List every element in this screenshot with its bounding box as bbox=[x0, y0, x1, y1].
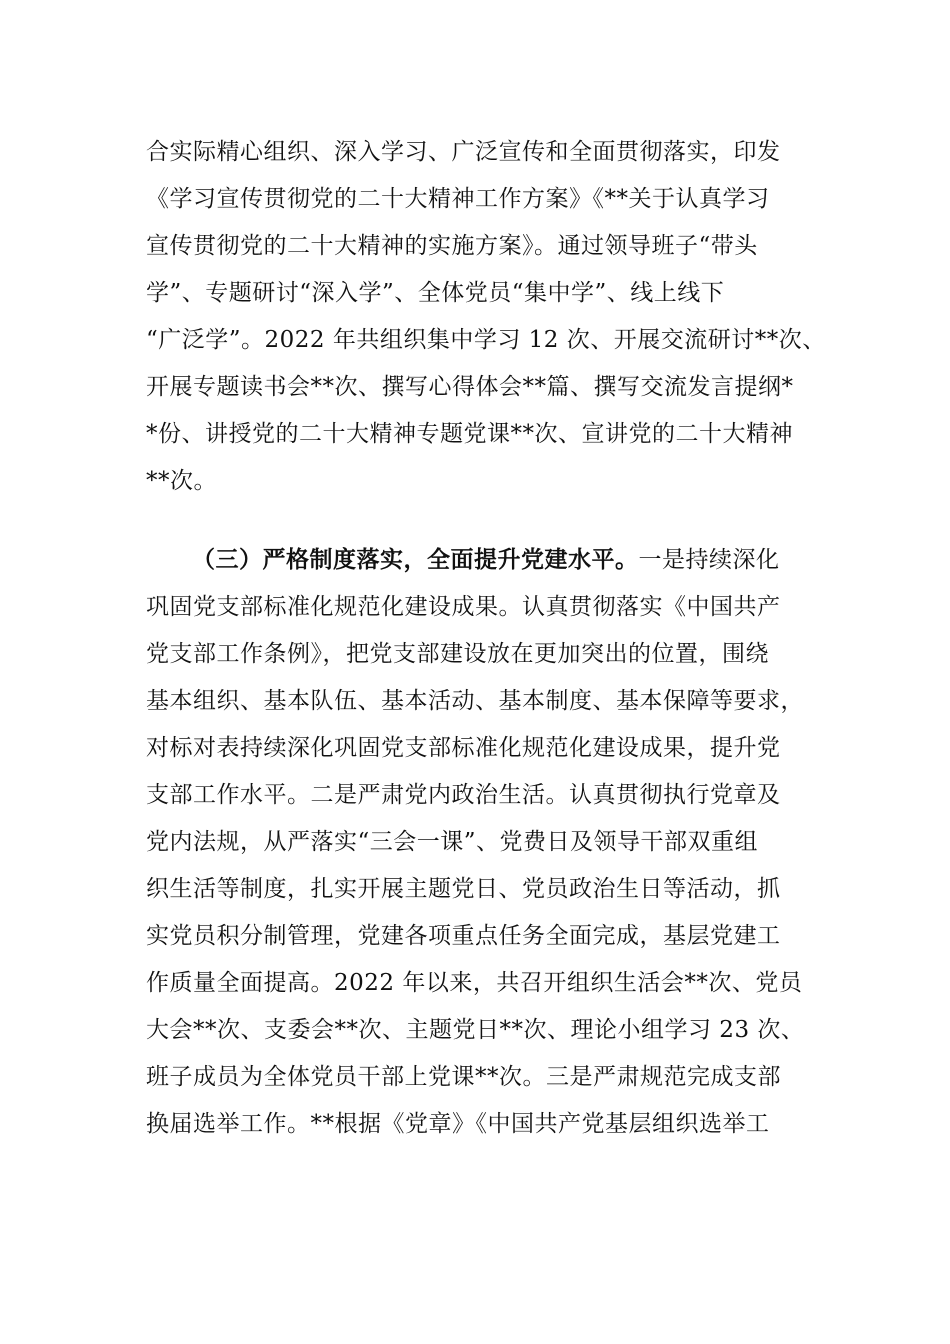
paragraph-line: 作质量全面提高。2022 年以来，共召开组织生活会**次、党员 bbox=[146, 970, 803, 996]
paragraph-line: 换届选举工作。**根据《党章》《中国共产党基层组织选举工 bbox=[146, 1111, 770, 1137]
paragraph-line: 对标对表持续深化巩固党支部标准化规范化建设成果，提升党 bbox=[146, 735, 781, 761]
paragraph-line: 学”、专题研讨“深入学”、全体党员“集中学”、线上线下 bbox=[146, 280, 725, 306]
section-heading-line bbox=[192, 545, 806, 575]
paragraph-line: 班子成员为全体党员干部上党课**次。三是严肃规范完成支部 bbox=[146, 1064, 781, 1090]
paragraph-line: 党支部工作条例》，把党支部建设放在更加突出的位置，围绕 bbox=[146, 641, 769, 667]
paragraph-line: 党内法规，从严落实“三会一课”、党费日及领导干部双重组 bbox=[146, 829, 759, 855]
paragraph-line: 开展专题读书会**次、撰写心得体会**篇、撰写交流发言提纲* bbox=[146, 374, 794, 400]
paragraph-line: 合实际精心组织、深入学习、广泛宣传和全面贯彻落实，印发 bbox=[146, 139, 781, 165]
section-heading: （三）严格制度落实，全面提升党建水平。 bbox=[192, 546, 639, 573]
paragraph-line: **次。 bbox=[146, 468, 217, 494]
paragraph-line: “广泛学”。2022 年共组织集中学习 12 次、开展交流研讨**次、 bbox=[146, 327, 826, 353]
paragraph-line: 基本组织、基本队伍、基本活动、基本制度、基本保障等要求， bbox=[146, 688, 804, 714]
paragraph-line: 《学习宣传贯彻党的二十大精神工作方案》《**关于认真学习 bbox=[146, 186, 770, 212]
paragraph-line: 支部工作水平。二是严肃党内政治生活。认真贯彻执行党章及 bbox=[146, 782, 781, 808]
paragraph-line: 宣传贯彻党的二十大精神的实施方案》。通过领导班子“带头 bbox=[146, 233, 758, 259]
paragraph-line: 织生活等制度，扎实开展主题党日、党员政治生日等活动，抓 bbox=[146, 876, 781, 902]
paragraph-line: 巩固党支部标准化规范化建设成果。认真贯彻落实《中国共产 bbox=[146, 594, 781, 620]
paragraph-line: 实党员积分制管理，党建各项重点任务全面完成，基层党建工 bbox=[146, 923, 781, 949]
section-heading-continuation: 一是持续深化 bbox=[638, 547, 780, 573]
paragraph-line: 大会**次、支委会**次、主题党日**次、理论小组学习 23 次、 bbox=[146, 1017, 805, 1043]
paragraph-line: *份、讲授党的二十大精神专题党课**次、宣讲党的二十大精神 bbox=[146, 421, 793, 447]
